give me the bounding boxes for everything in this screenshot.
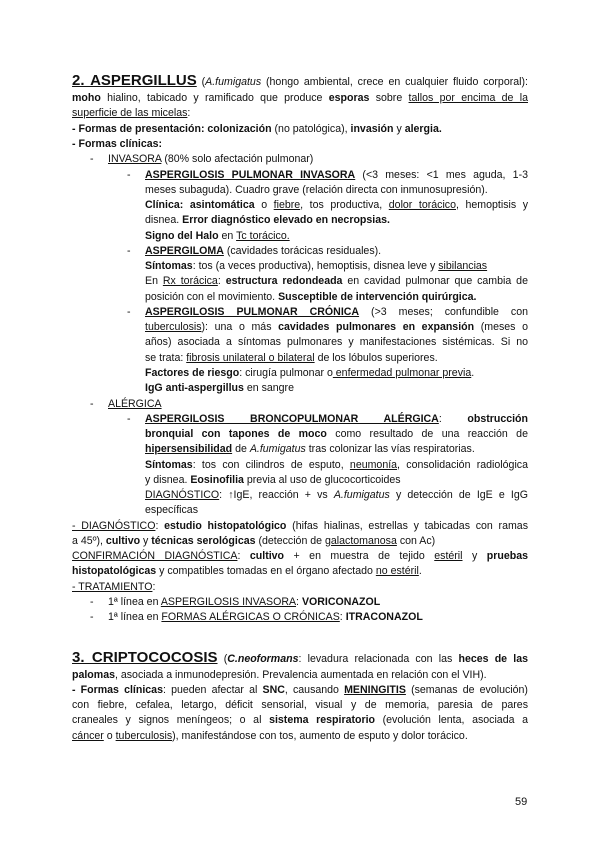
- diagnostico-cont: a 45º), cultivo y técnicas serológicas (detección de galactomanosa con Ac): [72, 535, 436, 547]
- confirmacion-diagnostica: CONFIRMACIÓN DIAGNÓSTICA: cultivo + en muestra de tejido estéril y pruebas: [72, 550, 528, 562]
- abpa-diagnostico-cont: específicas: [145, 504, 198, 516]
- bullet-dash: -: [90, 398, 94, 410]
- api-clinica: Clínica: asintomática o fiebre, tos productiva, dolor torácico, hemoptisis y: [145, 199, 529, 211]
- cripto-heading-line: 3. CRIPTOCOCOSIS (C.neoformans: levadura relacionada con las heces de las: [72, 649, 528, 666]
- aspergiloma-rx: En Rx torácica: estructura redondeada en cavidad pulmonar que cambia de: [145, 275, 528, 287]
- cripto-clinicas-2: con fiebre, cefalea, letargo, déficit sensorial, visual y de memoria, paresia de pares: [72, 699, 528, 711]
- tratamiento-label: - TRATAMIENTO:: [72, 581, 156, 593]
- bullet-dash: -: [127, 169, 131, 181]
- apc-line-2: tuberculosis): una o más cavidades pulmonares en expansión (meses o: [145, 321, 528, 333]
- apc-riesgo: Factores de riesgo: cirugía pulmonar o enfermedad pulmonar previa.: [145, 367, 475, 379]
- apc-title-line: ASPERGILOSIS PULMONAR CRÓNICA (>3 meses; confundible con: [145, 306, 528, 318]
- alergica-item: ALÉRGICA: [108, 398, 162, 410]
- aspergiloma-sintomas: Síntomas: tos (a veces productiva), hemoptisis, disnea leve y sibilancias: [145, 260, 488, 272]
- aspergillus-heading: 2. ASPERGILLUS: [72, 72, 197, 89]
- invasora-item: INVASORA (80% solo afectación pulmonar): [108, 153, 314, 165]
- aspergillus-heading-line: 2. ASPERGILLUS (A.fumigatus (hongo ambiental, crece en cualquier fluido corporal):: [72, 72, 528, 89]
- abpa-title-line: ASPERGILOSIS BRONCOPULMONAR ALÉRGICA: obstrucción: [145, 413, 528, 425]
- api-halo: Signo del Halo en Tc torácico.: [145, 230, 290, 242]
- cripto-intro-cont: palomas, asociada a inmunodepresión. Prevalencia aumentada en relación con el VIH).: [72, 669, 487, 681]
- cripto-clinicas-4: cáncer o tuberculosis), manifestándose con tos, aumento de esputo y dolor torácico.: [72, 730, 468, 742]
- bullet-dash: -: [127, 413, 131, 425]
- formas-clinicas-label: - Formas clínicas:: [72, 138, 163, 150]
- abpa-sintomas: Síntomas: tos con cilindros de esputo, neumonía, consolidación radiológica: [145, 459, 528, 471]
- aspergillus-description: moho hialino, tabicado y ramificado que produce esporas sobre tallos por encima de la: [72, 92, 528, 104]
- aspergillus-description-cont: superficie de las micelas:: [72, 107, 191, 119]
- diagnostico: - DIAGNÓSTICO: estudio histopatológico (hifas hialinas, estrellas y tabicadas con ramas: [72, 520, 528, 532]
- tratamiento-1: 1ª línea en ASPERGILOSIS INVASORA: VORICONAZOL: [108, 596, 381, 608]
- cripto-clinicas-3: craneales y signos meníngeos; o al sistema respiratorio (evolución lenta, asociada a: [72, 714, 528, 726]
- bullet-dash: -: [90, 153, 94, 165]
- bullet-dash: -: [90, 596, 94, 608]
- abpa-sintomas-cont: y disnea. Eosinofilia previa al uso de glucocorticoides: [145, 474, 401, 486]
- apc-line-3: años) asociada a síntomas pulmonares y manifestaciones sistémicas. Si no: [145, 336, 528, 348]
- abpa-line-3: hipersensibilidad de A.fumigatus tras colonizar las vías respiratorias.: [145, 443, 475, 455]
- api-note: meses subaguda). Cuadro grave (relación directa con inmunosupresión).: [145, 184, 488, 196]
- cripto-heading: 3. CRIPTOCOCOSIS: [72, 649, 218, 666]
- aspergiloma-rx-cont: posición con el movimiento. Susceptible de intervención quirúrgica.: [145, 291, 477, 303]
- aspergiloma-title: ASPERGILOMA (cavidades torácicas residuales).: [145, 245, 382, 257]
- abpa-diagnostico: DIAGNÓSTICO: ↑IgE, reacción + vs A.fumigatus y detección de IgE e IgG: [145, 489, 528, 501]
- apc-line-4: se trata: fibrosis unilateral o bilateral de los lóbulos superiores.: [145, 352, 438, 364]
- confirmacion-cont: histopatológicas y compatibles tomadas en el órgano afectado no estéril.: [72, 565, 422, 577]
- api-title-line: ASPERGILOSIS PULMONAR INVASORA (<3 meses: <1 mes aguda, 1-3: [145, 169, 528, 181]
- bullet-dash: -: [127, 306, 131, 318]
- formas-presentacion: - Formas de presentación: colonización (no patológica), invasión y alergia.: [72, 123, 442, 135]
- tratamiento-2: 1ª línea en FORMAS ALÉRGICAS O CRÓNICAS: ITRACONAZOL: [108, 611, 423, 623]
- apc-igg: IgG anti-aspergillus en sangre: [145, 382, 294, 394]
- bullet-dash: -: [90, 611, 94, 623]
- cripto-clinicas: - Formas clínicas: pueden afectar al SNC, causando MENINGITIS (semanas de evolución): [72, 684, 528, 696]
- abpa-line-2: bronquial con tapones de moco como resultado de una reacción de: [145, 428, 528, 440]
- bullet-dash: -: [127, 245, 131, 257]
- page-number: 59: [515, 796, 528, 808]
- api-clinica-cont: disnea. Error diagnóstico elevado en necropsias.: [145, 214, 390, 226]
